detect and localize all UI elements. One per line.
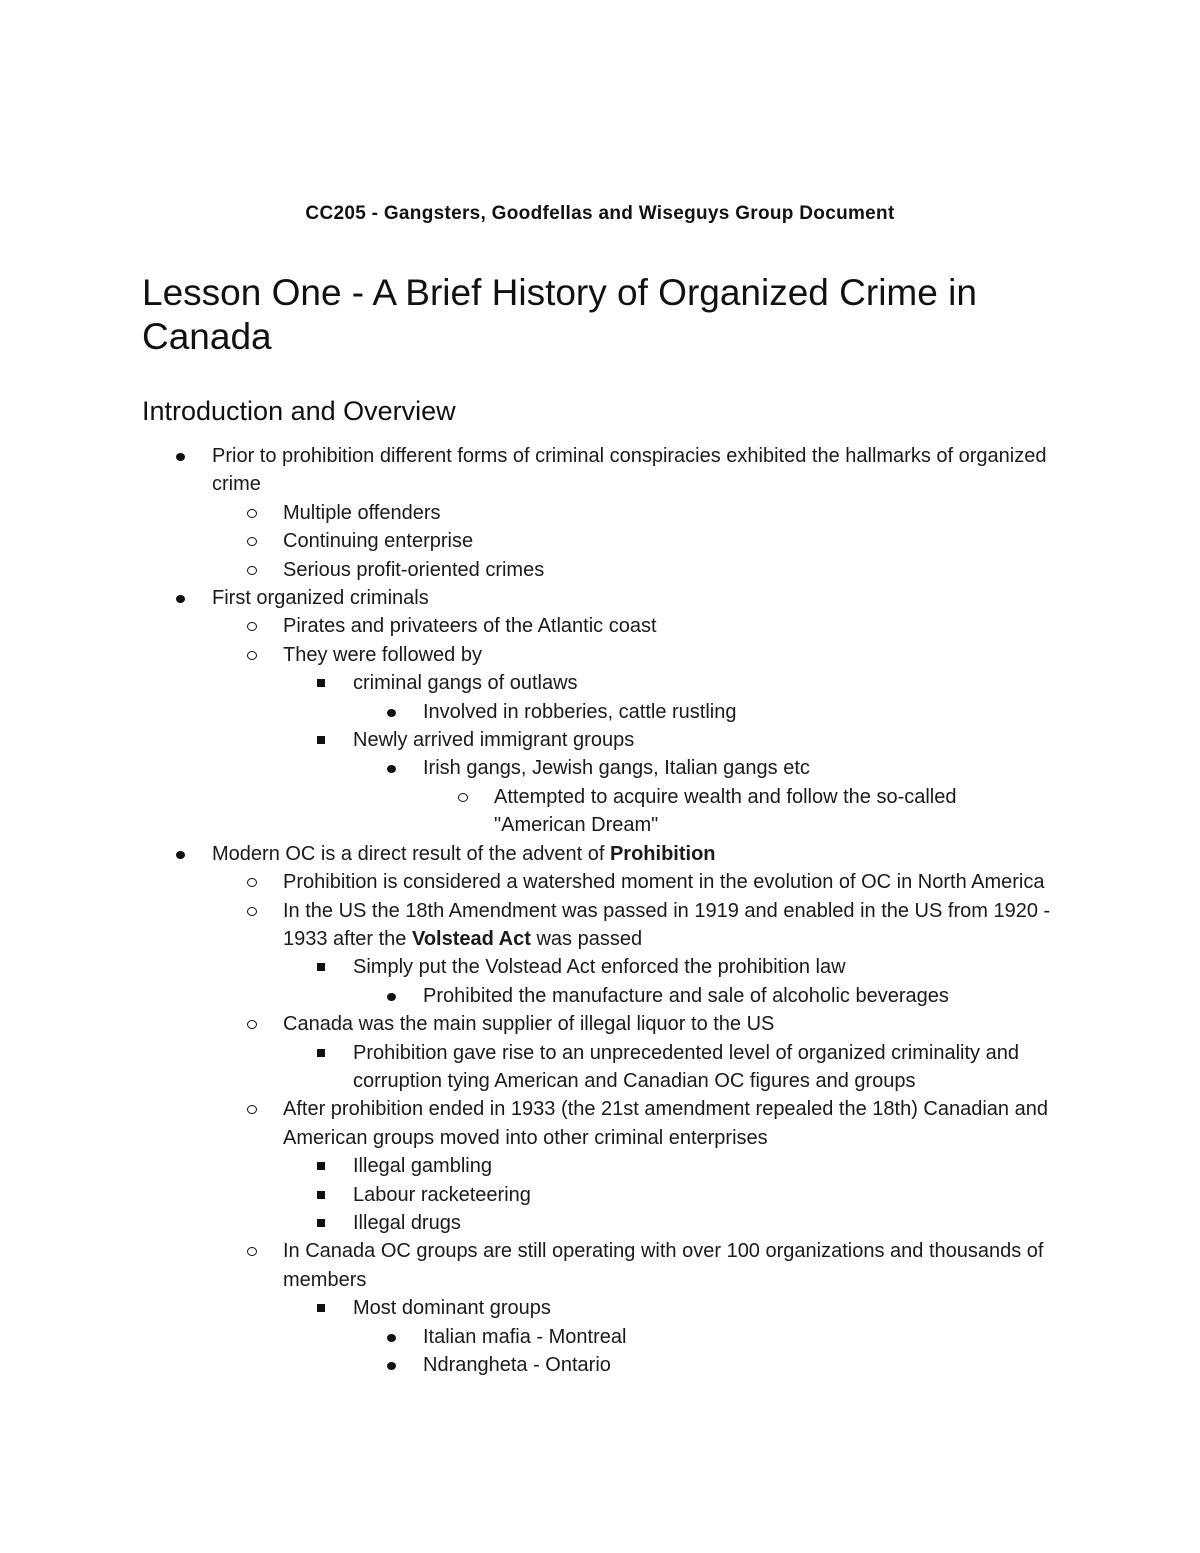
list-item-text: Canada was the main supplier of illegal liquor to the US bbox=[283, 1013, 775, 1036]
list-item bbox=[283, 641, 1063, 669]
document-title: CC205 - Gangsters, Goodfellas and Wiseguys Group Document bbox=[305, 203, 895, 224]
bullet-circle-icon bbox=[247, 509, 257, 518]
bullet-square-icon bbox=[317, 1191, 325, 1199]
bullet-disc-icon bbox=[387, 765, 396, 773]
list-item-text: Prohibition is considered a watershed moment in the evolution of OC in North America bbox=[283, 871, 1045, 894]
bullet-circle-icon bbox=[247, 878, 257, 887]
bullet-disc-icon bbox=[387, 709, 396, 717]
list-item-text: In Canada OC groups are still operating with over 100 organizations and thousands of members bbox=[283, 1240, 1044, 1291]
list-item-text: Irish gangs, Jewish gangs, Italian gangs etc bbox=[423, 757, 810, 780]
list-item-text: In the US the 18th Amendment was passed in 1919 and enabled in the US from 1920 - 1933 after the bbox=[283, 899, 1051, 950]
list-item bbox=[353, 1181, 1053, 1209]
bullet-disc-icon bbox=[176, 453, 185, 461]
bullet-circle-icon bbox=[247, 537, 257, 546]
list-item bbox=[494, 783, 1014, 840]
bullet-disc-icon bbox=[387, 993, 396, 1001]
bullet-square-icon bbox=[317, 963, 325, 971]
list-item bbox=[283, 527, 1063, 555]
list-item bbox=[353, 1152, 1053, 1180]
bullet-square-icon bbox=[317, 1162, 325, 1170]
list-item bbox=[423, 982, 1063, 1010]
list-item-text: Prior to prohibition different forms of criminal conspiracies exhibited the hallmarks of organized crime bbox=[212, 445, 1047, 496]
list-item-text: Prohibited the manufacture and sale of alcoholic beverages bbox=[423, 984, 949, 1007]
bullet-disc-icon bbox=[176, 595, 185, 603]
list-item bbox=[212, 584, 1052, 612]
list-item-text: Involved in robberies, cattle rustling bbox=[423, 700, 737, 723]
bullet-square-icon bbox=[317, 1049, 325, 1057]
list-item-text: First organized criminals bbox=[212, 587, 429, 610]
list-item bbox=[423, 1351, 1063, 1379]
lesson-title: Lesson One - A Brief History of Organized Crime in Canada bbox=[142, 272, 977, 357]
bullet-circle-icon bbox=[247, 1247, 257, 1256]
list-item-text: Simply put the Volstead Act enforced the prohibition law bbox=[353, 956, 846, 979]
list-item bbox=[212, 442, 1052, 499]
list-item-text: Labour racketeering bbox=[353, 1183, 531, 1206]
list-item bbox=[283, 1095, 1063, 1152]
list-item-text: Pirates and privateers of the Atlantic coast bbox=[283, 615, 657, 638]
list-item-text: Illegal gambling bbox=[353, 1155, 492, 1178]
bullet-circle-icon bbox=[247, 1020, 257, 1029]
bullet-circle-icon bbox=[247, 566, 257, 575]
list-item bbox=[423, 1323, 1063, 1351]
list-item-text: Newly arrived immigrant groups bbox=[353, 729, 635, 752]
list-item-bold-text: Volstead Act bbox=[411, 927, 531, 950]
bullet-circle-icon bbox=[247, 651, 257, 660]
list-item-text-after: was passed bbox=[530, 927, 643, 950]
section-heading: Introduction and Overview bbox=[142, 396, 456, 426]
list-item-text: criminal gangs of outlaws bbox=[353, 672, 578, 695]
bullet-circle-icon bbox=[458, 793, 468, 802]
list-item-text: Illegal drugs bbox=[353, 1211, 461, 1234]
list-item-text: Serious profit-oriented crimes bbox=[283, 558, 545, 581]
list-item bbox=[283, 1237, 1063, 1294]
bullet-square-icon bbox=[317, 1219, 325, 1227]
list-item-text: Ndrangheta - Ontario bbox=[423, 1354, 611, 1376]
list-item bbox=[353, 953, 1053, 981]
list-item-text: Italian mafia - Montreal bbox=[423, 1325, 627, 1348]
bullet-circle-icon bbox=[247, 1105, 257, 1114]
list-item bbox=[353, 1209, 1053, 1237]
list-item-text: Attempted to acquire wealth and follow the so-called "American Dream" bbox=[494, 785, 957, 837]
list-item-text: They were followed by bbox=[283, 643, 482, 666]
list-item bbox=[423, 754, 1063, 782]
list-item-text: Continuing enterprise bbox=[283, 530, 474, 553]
list-item bbox=[353, 1294, 1053, 1322]
list-item-text: Multiple offenders bbox=[283, 501, 441, 524]
list-item bbox=[283, 556, 1063, 584]
bullet-circle-icon bbox=[247, 622, 257, 631]
list-item bbox=[283, 897, 1063, 954]
bullet-circle-icon bbox=[247, 907, 257, 916]
bullet-square-icon bbox=[317, 736, 325, 744]
list-item bbox=[353, 1039, 1053, 1096]
list-item bbox=[283, 612, 1063, 640]
list-item-text: After prohibition ended in 1933 (the 21st amendment repealed the 18th) Canadian and American groups moved into other criminal enterprises bbox=[283, 1098, 1048, 1149]
bullet-square-icon bbox=[317, 679, 325, 687]
list-item bbox=[212, 840, 1052, 868]
bullet-disc-icon bbox=[176, 851, 185, 859]
list-item bbox=[283, 1010, 1063, 1038]
bullet-disc-icon bbox=[387, 1362, 396, 1370]
bullet-disc-icon bbox=[387, 1334, 396, 1342]
list-item bbox=[283, 868, 1063, 896]
list-item bbox=[353, 669, 1053, 697]
bullet-square-icon bbox=[317, 1304, 325, 1312]
list-item bbox=[423, 698, 1063, 726]
outline-list bbox=[0, 442, 1200, 1379]
list-item-text: Most dominant groups bbox=[353, 1297, 551, 1320]
list-item bbox=[283, 499, 1063, 527]
list-item-bold-text: Prohibition bbox=[609, 842, 716, 865]
list-item-text: Prohibition gave rise to an unprecedented level of organized criminality and corruption tying American and Canadian OC figures and groups bbox=[353, 1041, 1019, 1092]
list-item bbox=[353, 726, 1053, 754]
list-item-text: Modern OC is a direct result of the advent of bbox=[212, 842, 610, 865]
